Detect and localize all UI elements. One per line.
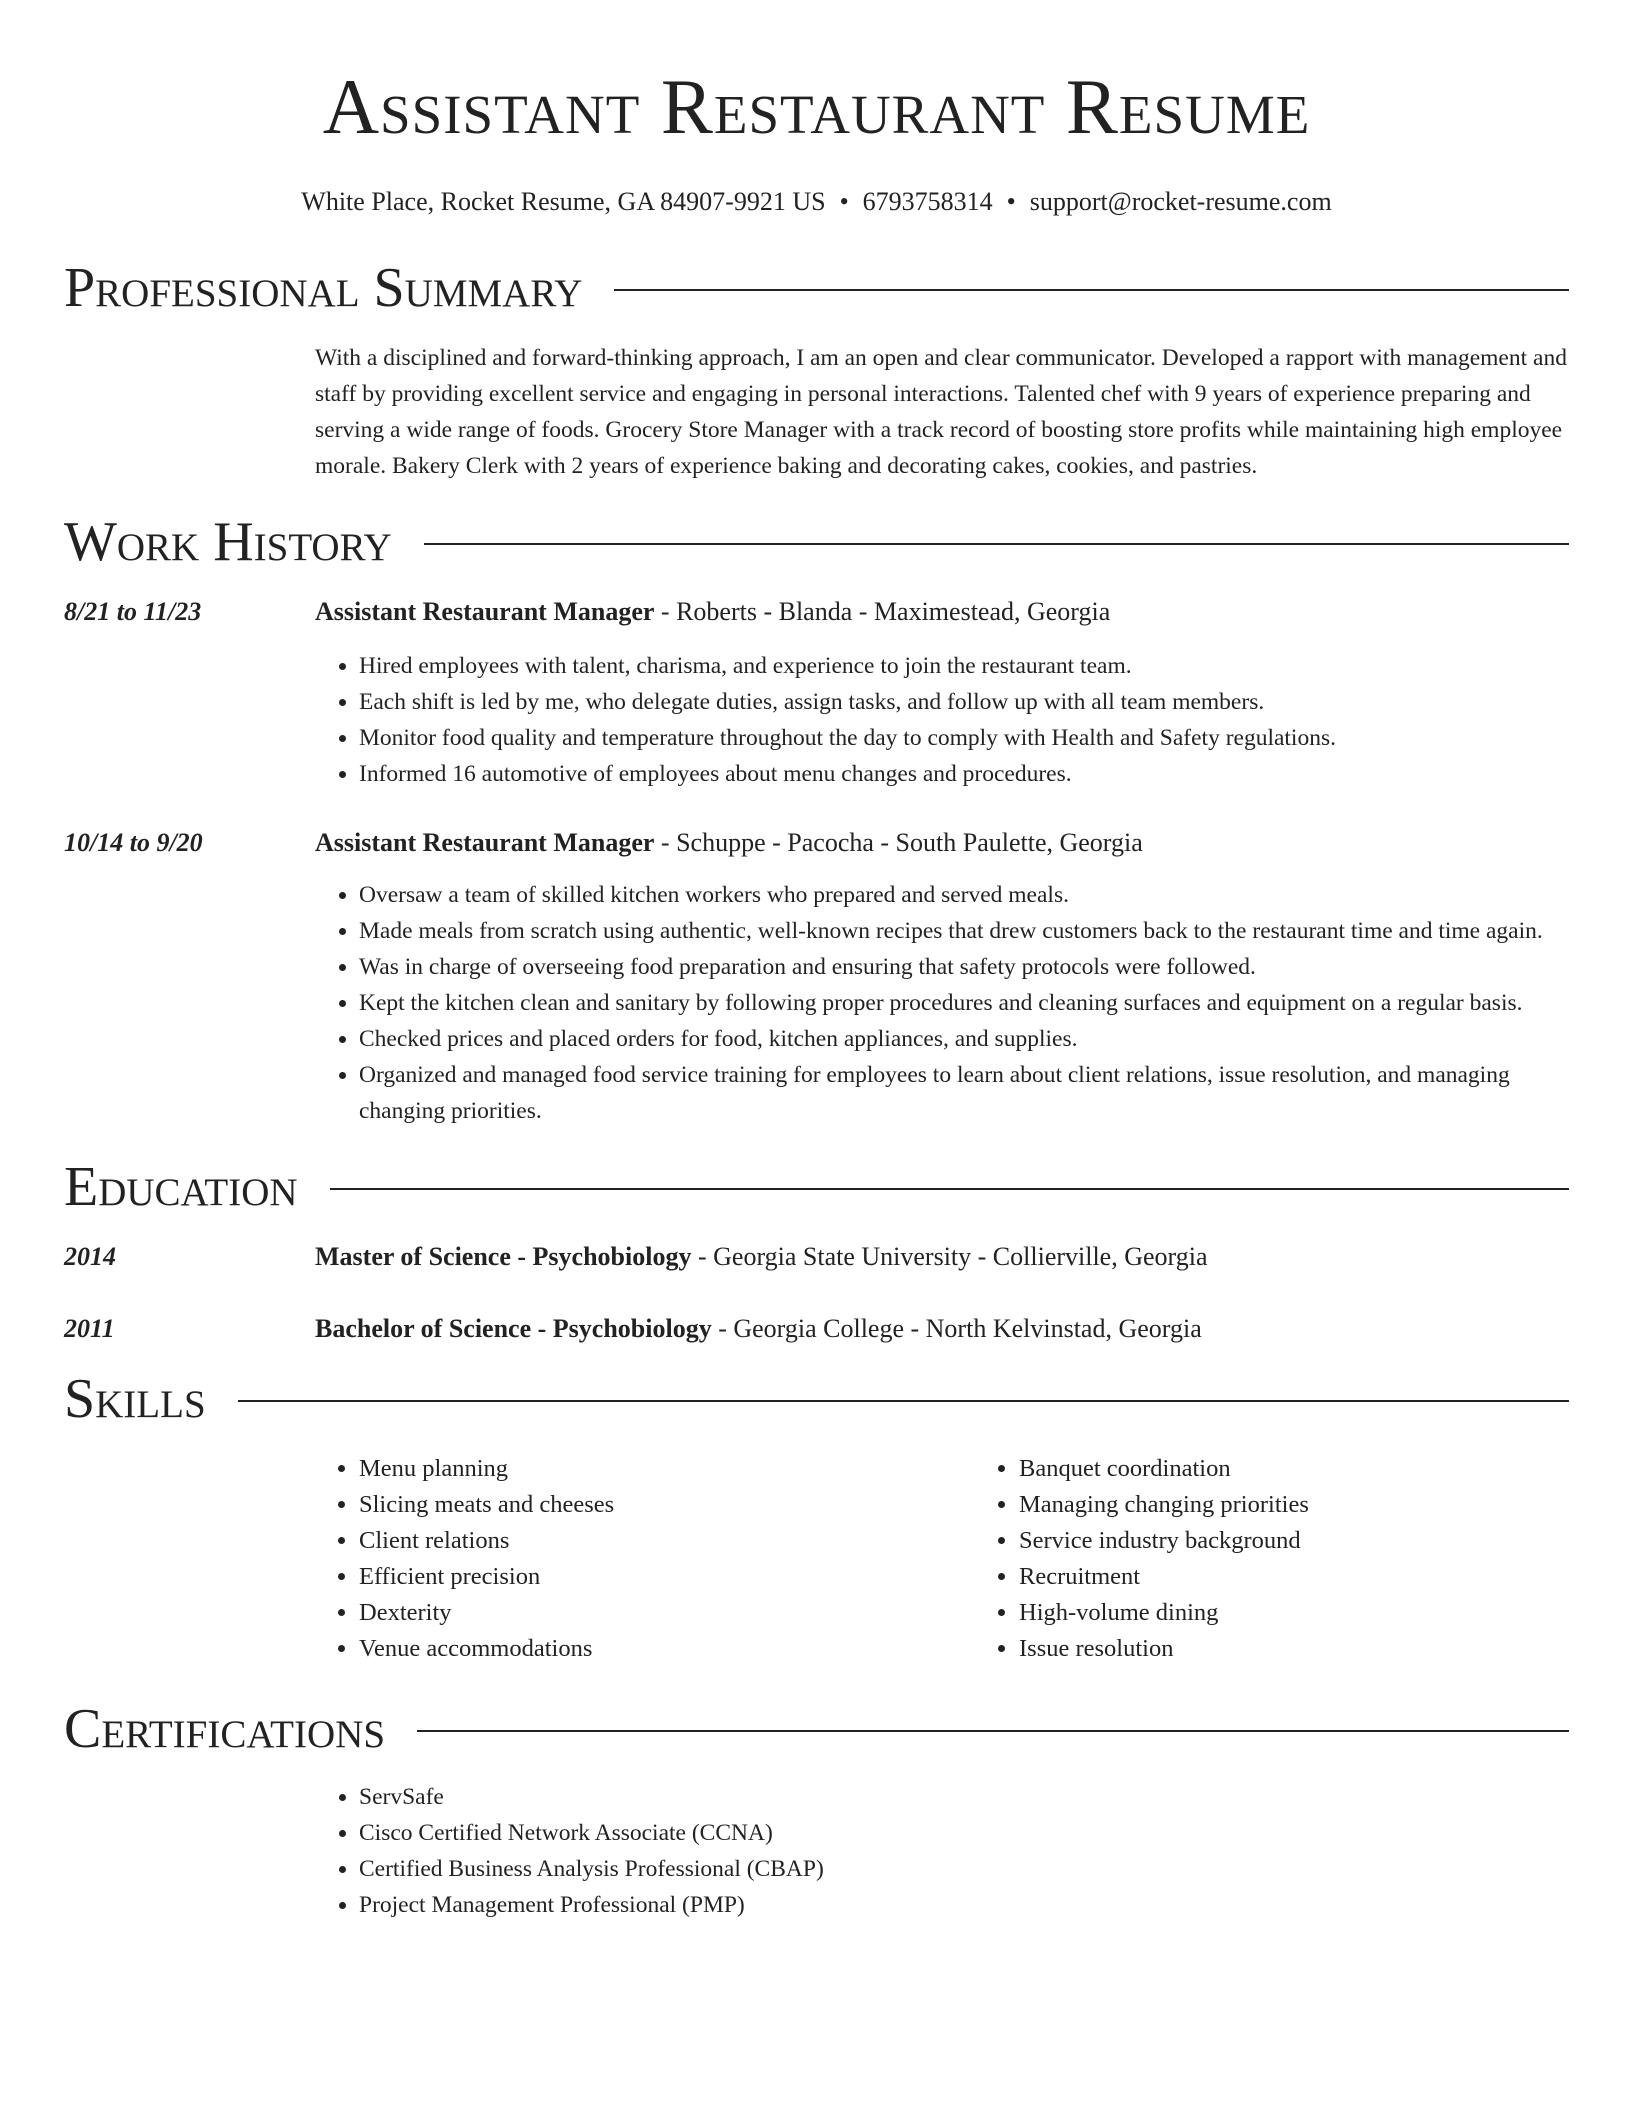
skills-section — [64, 1367, 1569, 1667]
section-divider — [238, 1400, 1569, 1402]
work-heading — [64, 510, 1569, 574]
list-item: • Managing changing priorities — [1019, 1487, 1632, 1523]
contact-email: support@rocket-resume.com — [1029, 187, 1332, 216]
list-item: • Checked prices and placed orders for food, kitchen appliances, and supplies. — [359, 1021, 1569, 1057]
education-year: 2011 — [64, 1314, 115, 1343]
contact-separator: • — [839, 187, 849, 216]
contact-separator: • — [1006, 187, 1016, 216]
contact-phone: 6793758314 — [862, 187, 993, 216]
job-details: - Schuppe - Pacocha - South Paulette, Georgia — [654, 828, 1143, 857]
job-entry — [64, 825, 1569, 1129]
certifications-list — [315, 1779, 1569, 1923]
list-item: • Kept the kitchen clean and sanitary by following proper procedures and cleaning surfaces and equipment on a regular basis. — [359, 985, 1569, 1021]
list-item: • Monitor food quality and temperature throughout the day to comply with Health and Safety regulations. — [359, 720, 1569, 756]
list-item: • Slicing meats and cheeses — [359, 1487, 975, 1523]
education-degree: Master of Science - Psychobiology — [315, 1242, 692, 1271]
summary-section — [64, 256, 1569, 484]
list-item: • Organized and managed food service training for employees to learn about client relations, issue resolution, and managing changing priorities. — [359, 1057, 1569, 1129]
list-item: • Dexterity — [359, 1595, 975, 1631]
skills-heading — [64, 1367, 1569, 1431]
job-bullets — [315, 877, 1569, 1129]
skills-title: Skills — [64, 1368, 206, 1430]
resume-page — [64, 0, 1569, 1923]
education-section — [64, 1155, 1569, 1347]
list-item: • Banquet coordination — [1019, 1451, 1632, 1487]
education-details: - Georgia College - North Kelvinstad, Georgia — [711, 1314, 1202, 1343]
section-divider — [424, 543, 1569, 545]
education-heading-line — [315, 1311, 1569, 1347]
summary-title: Professional Summary — [64, 257, 583, 319]
job-spacer — [64, 648, 315, 792]
list-item: • Hired employees with talent, charisma, and experience to join the restaurant team. — [359, 648, 1569, 684]
list-item: • Each shift is led by me, who delegate duties, assign tasks, and follow up with all team members. — [359, 684, 1569, 720]
education-entry — [64, 1311, 1569, 1347]
education-details: - Georgia State University - Collierville, Georgia — [691, 1242, 1208, 1271]
education-year: 2014 — [64, 1242, 116, 1271]
education-heading — [64, 1155, 1569, 1219]
work-title: Work History — [64, 511, 392, 573]
list-item: • Was in charge of overseeing food preparation and ensuring that safety protocols were followed. — [359, 949, 1569, 985]
certifications-title: Certifications — [64, 1698, 386, 1760]
education-title: Education — [64, 1156, 298, 1218]
list-item: • ServSafe — [359, 1779, 1569, 1815]
contact-line — [64, 186, 1569, 218]
skills-column-left — [315, 1451, 975, 1667]
skills-column-right — [975, 1451, 1632, 1667]
certifications-section — [64, 1697, 1569, 1923]
list-item: • Venue accommodations — [359, 1631, 975, 1667]
list-item: • Menu planning — [359, 1451, 975, 1487]
contact-address: White Place, Rocket Resume, GA 84907-9921 US — [301, 187, 826, 216]
certifications-heading — [64, 1697, 1569, 1761]
section-divider — [614, 289, 1569, 291]
section-divider — [330, 1188, 1569, 1190]
education-entry — [64, 1239, 1569, 1275]
job-spacer — [64, 877, 315, 1129]
skills-grid — [315, 1451, 1632, 1667]
job-role: Assistant Restaurant Manager — [315, 597, 655, 626]
job-dates: 8/21 to 11/23 — [64, 597, 202, 626]
job-details: - Roberts - Blanda - Maximestead, Georgia — [654, 597, 1111, 626]
list-item: • Issue resolution — [1019, 1631, 1632, 1667]
education-heading-line — [315, 1239, 1569, 1275]
certifications-spacer — [64, 1779, 315, 1923]
summary-heading — [64, 256, 1569, 320]
summary-text: With a disciplined and forward-thinking approach, I am an open and clear communicator. Developed a rapport with management and staff by providing excellent service and engaging in personal interactions. Talented chef with 9 years of experience preparing and serving a wide range of foods. Grocery Store Manager with a track record of boosting store profits while maintaining high employee morale. Bakery Clerk with 2 years of experience baking and decorating cakes, cookies, and pastries. — [315, 345, 1567, 479]
skills-spacer — [64, 1451, 315, 1667]
list-item: • Cisco Certified Network Associate (CCNA) — [359, 1815, 1569, 1851]
resume-title: Assistant Restaurant Resume — [322, 63, 1311, 150]
job-entry — [64, 594, 1569, 792]
list-item: • High-volume dining — [1019, 1595, 1632, 1631]
list-item: • Oversaw a team of skilled kitchen workers who prepared and served meals. — [359, 877, 1569, 913]
list-item: • Made meals from scratch using authentic, well-known recipes that drew customers back to the restaurant time and time again. — [359, 913, 1569, 949]
list-item: • Service industry background — [1019, 1523, 1632, 1559]
job-bullets — [315, 648, 1569, 792]
list-item: • Efficient precision — [359, 1559, 975, 1595]
section-divider — [417, 1730, 1569, 1732]
education-degree: Bachelor of Science - Psychobiology — [315, 1314, 712, 1343]
job-heading — [315, 594, 1569, 630]
list-item: • Informed 16 automotive of employees about menu changes and procedures. — [359, 756, 1569, 792]
list-item: • Certified Business Analysis Professional (CBAP) — [359, 1851, 1569, 1887]
work-section — [64, 510, 1569, 1129]
job-role: Assistant Restaurant Manager — [315, 828, 655, 857]
list-item: • Project Management Professional (PMP) — [359, 1887, 1569, 1923]
job-heading — [315, 825, 1569, 861]
job-dates: 10/14 to 9/20 — [64, 828, 203, 857]
list-item: • Recruitment — [1019, 1559, 1632, 1595]
list-item: • Client relations — [359, 1523, 975, 1559]
summary-spacer — [64, 320, 315, 484]
